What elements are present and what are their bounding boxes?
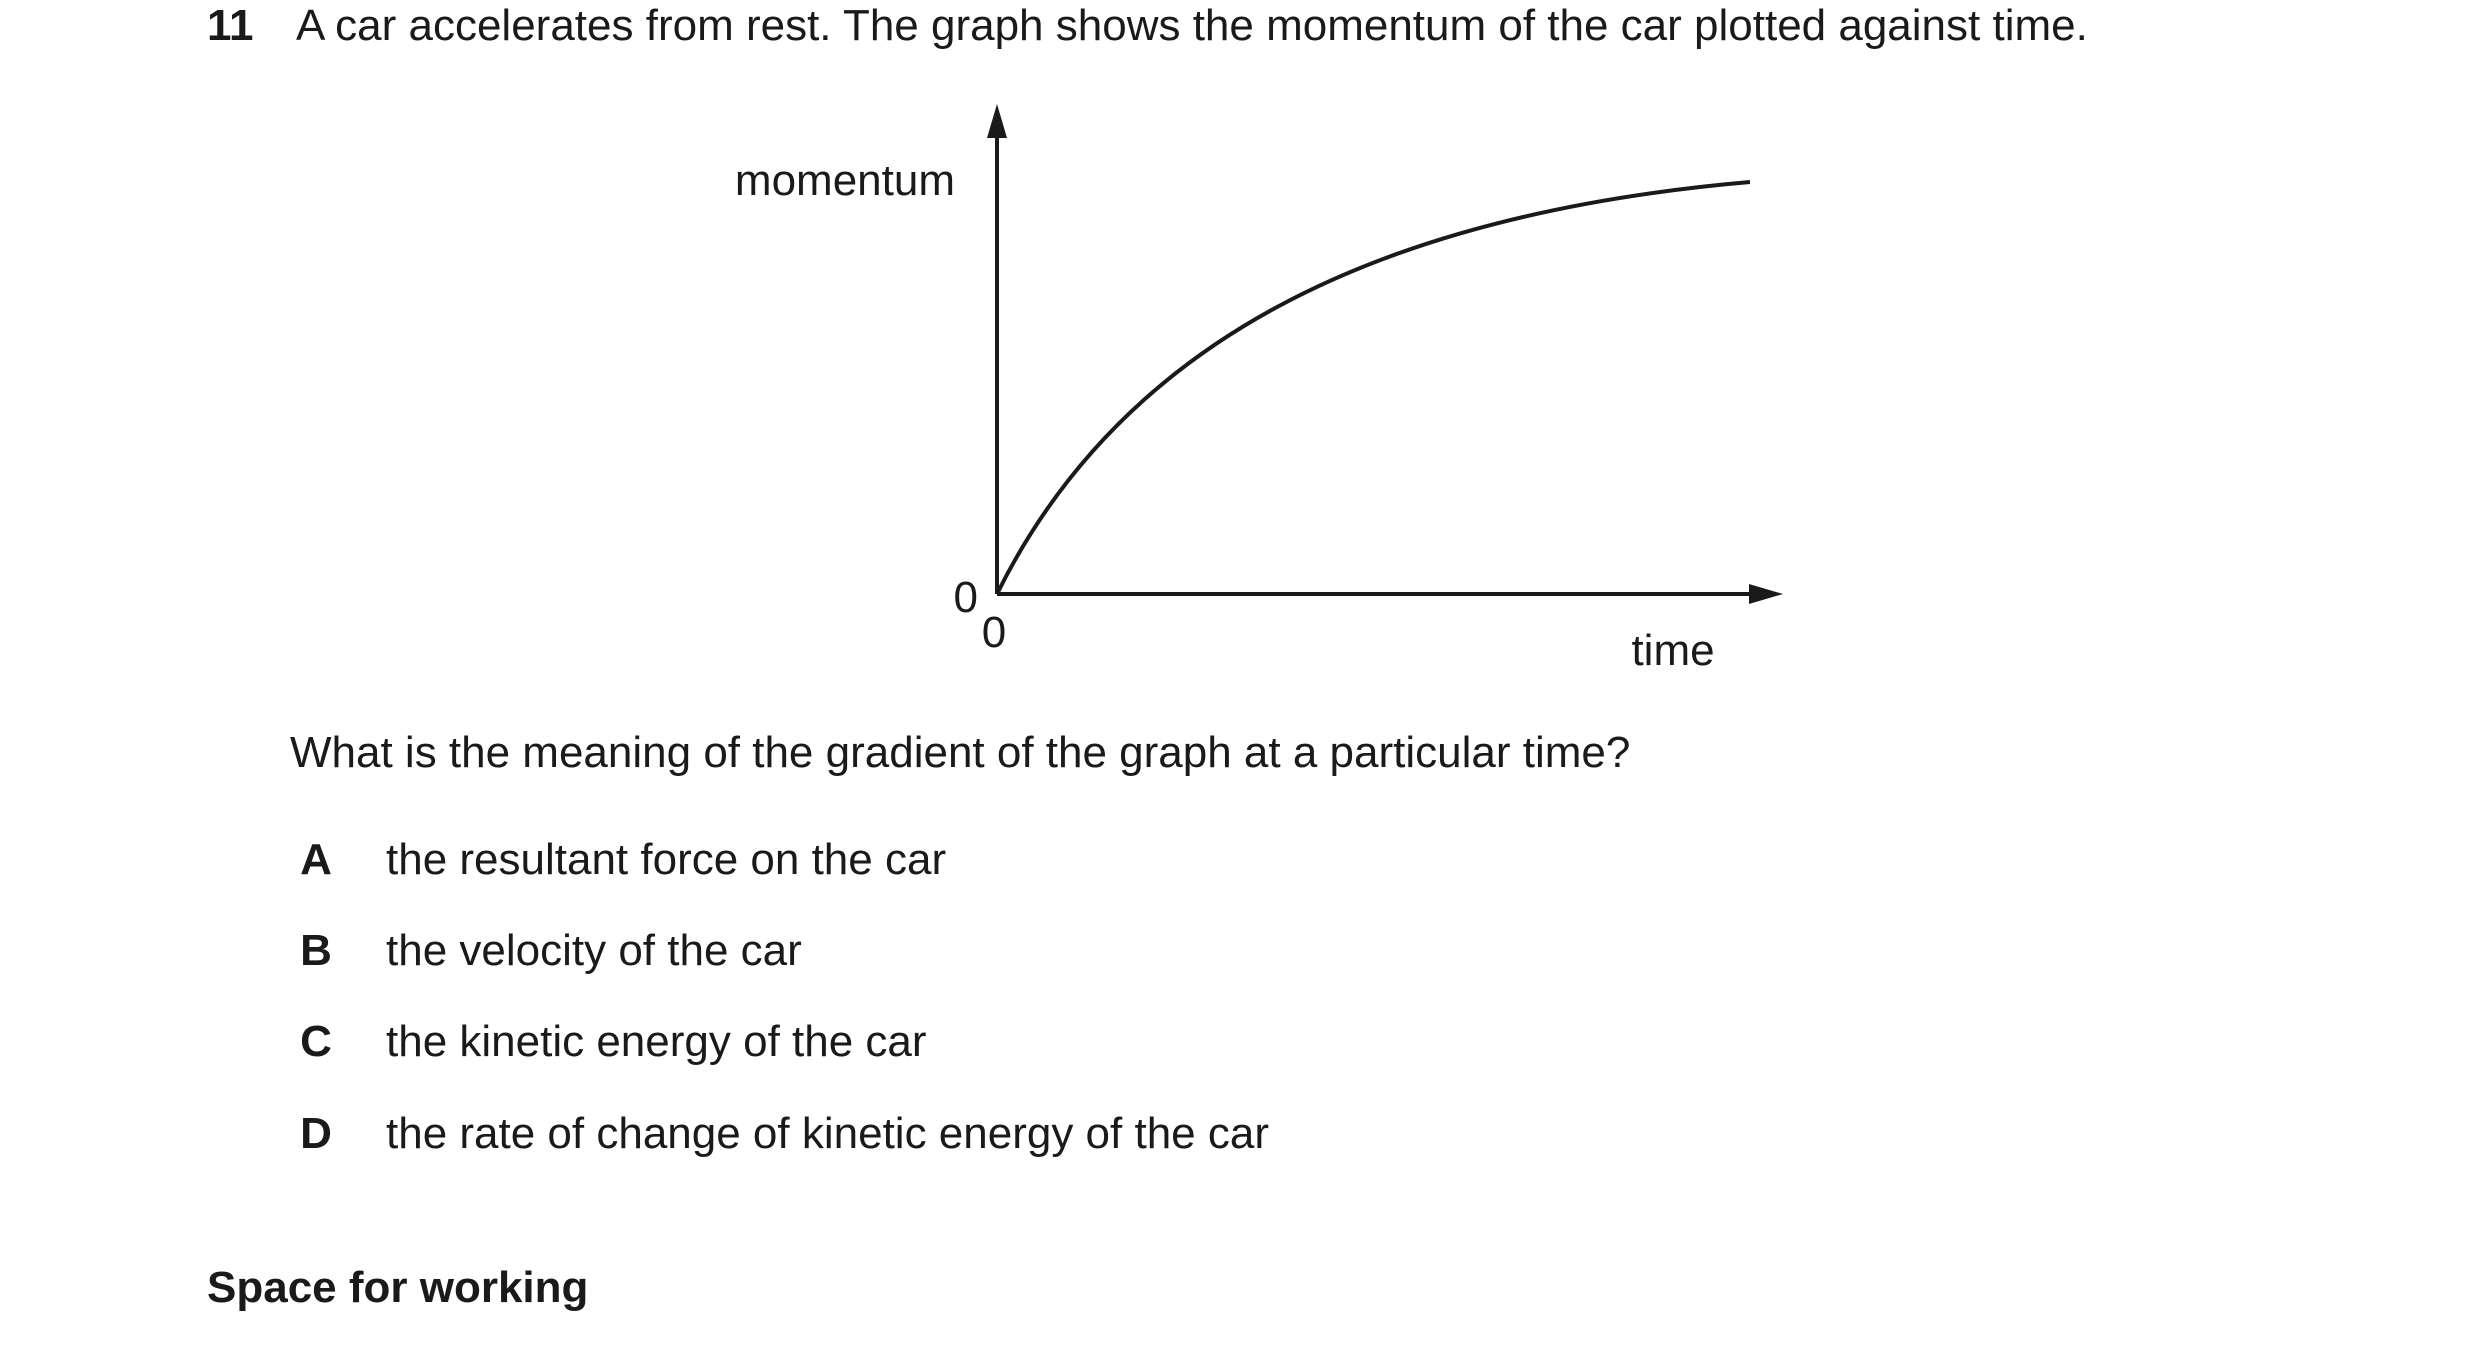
x-origin-label: 0 bbox=[981, 608, 1007, 657]
x-axis-label: time bbox=[1631, 626, 1715, 675]
option-letter: D bbox=[300, 1109, 332, 1158]
question-prompt: What is the meaning of the gradient of the graph at a particular time? bbox=[290, 728, 1631, 777]
question-stem: A car accelerates from rest. The graph shows the momentum of the car plotted against time. bbox=[296, 1, 2088, 50]
momentum-curve bbox=[997, 182, 1750, 594]
option-text: the rate of change of kinetic energy of the car bbox=[386, 1109, 1269, 1158]
question-number: 11 bbox=[207, 1, 254, 50]
working-space-heading: Space for working bbox=[207, 1263, 589, 1312]
option-text: the kinetic energy of the car bbox=[386, 1017, 927, 1066]
y-axis-arrowhead bbox=[987, 104, 1007, 138]
option-letter: B bbox=[300, 926, 332, 975]
y-origin-label: 0 bbox=[953, 573, 978, 622]
option-letter: A bbox=[300, 835, 332, 884]
option-text: the velocity of the car bbox=[386, 926, 802, 975]
option-letter: C bbox=[300, 1017, 332, 1066]
x-axis-arrowhead bbox=[1749, 584, 1783, 604]
option-text: the resultant force on the car bbox=[386, 835, 947, 884]
y-axis-label: momentum bbox=[734, 156, 955, 205]
